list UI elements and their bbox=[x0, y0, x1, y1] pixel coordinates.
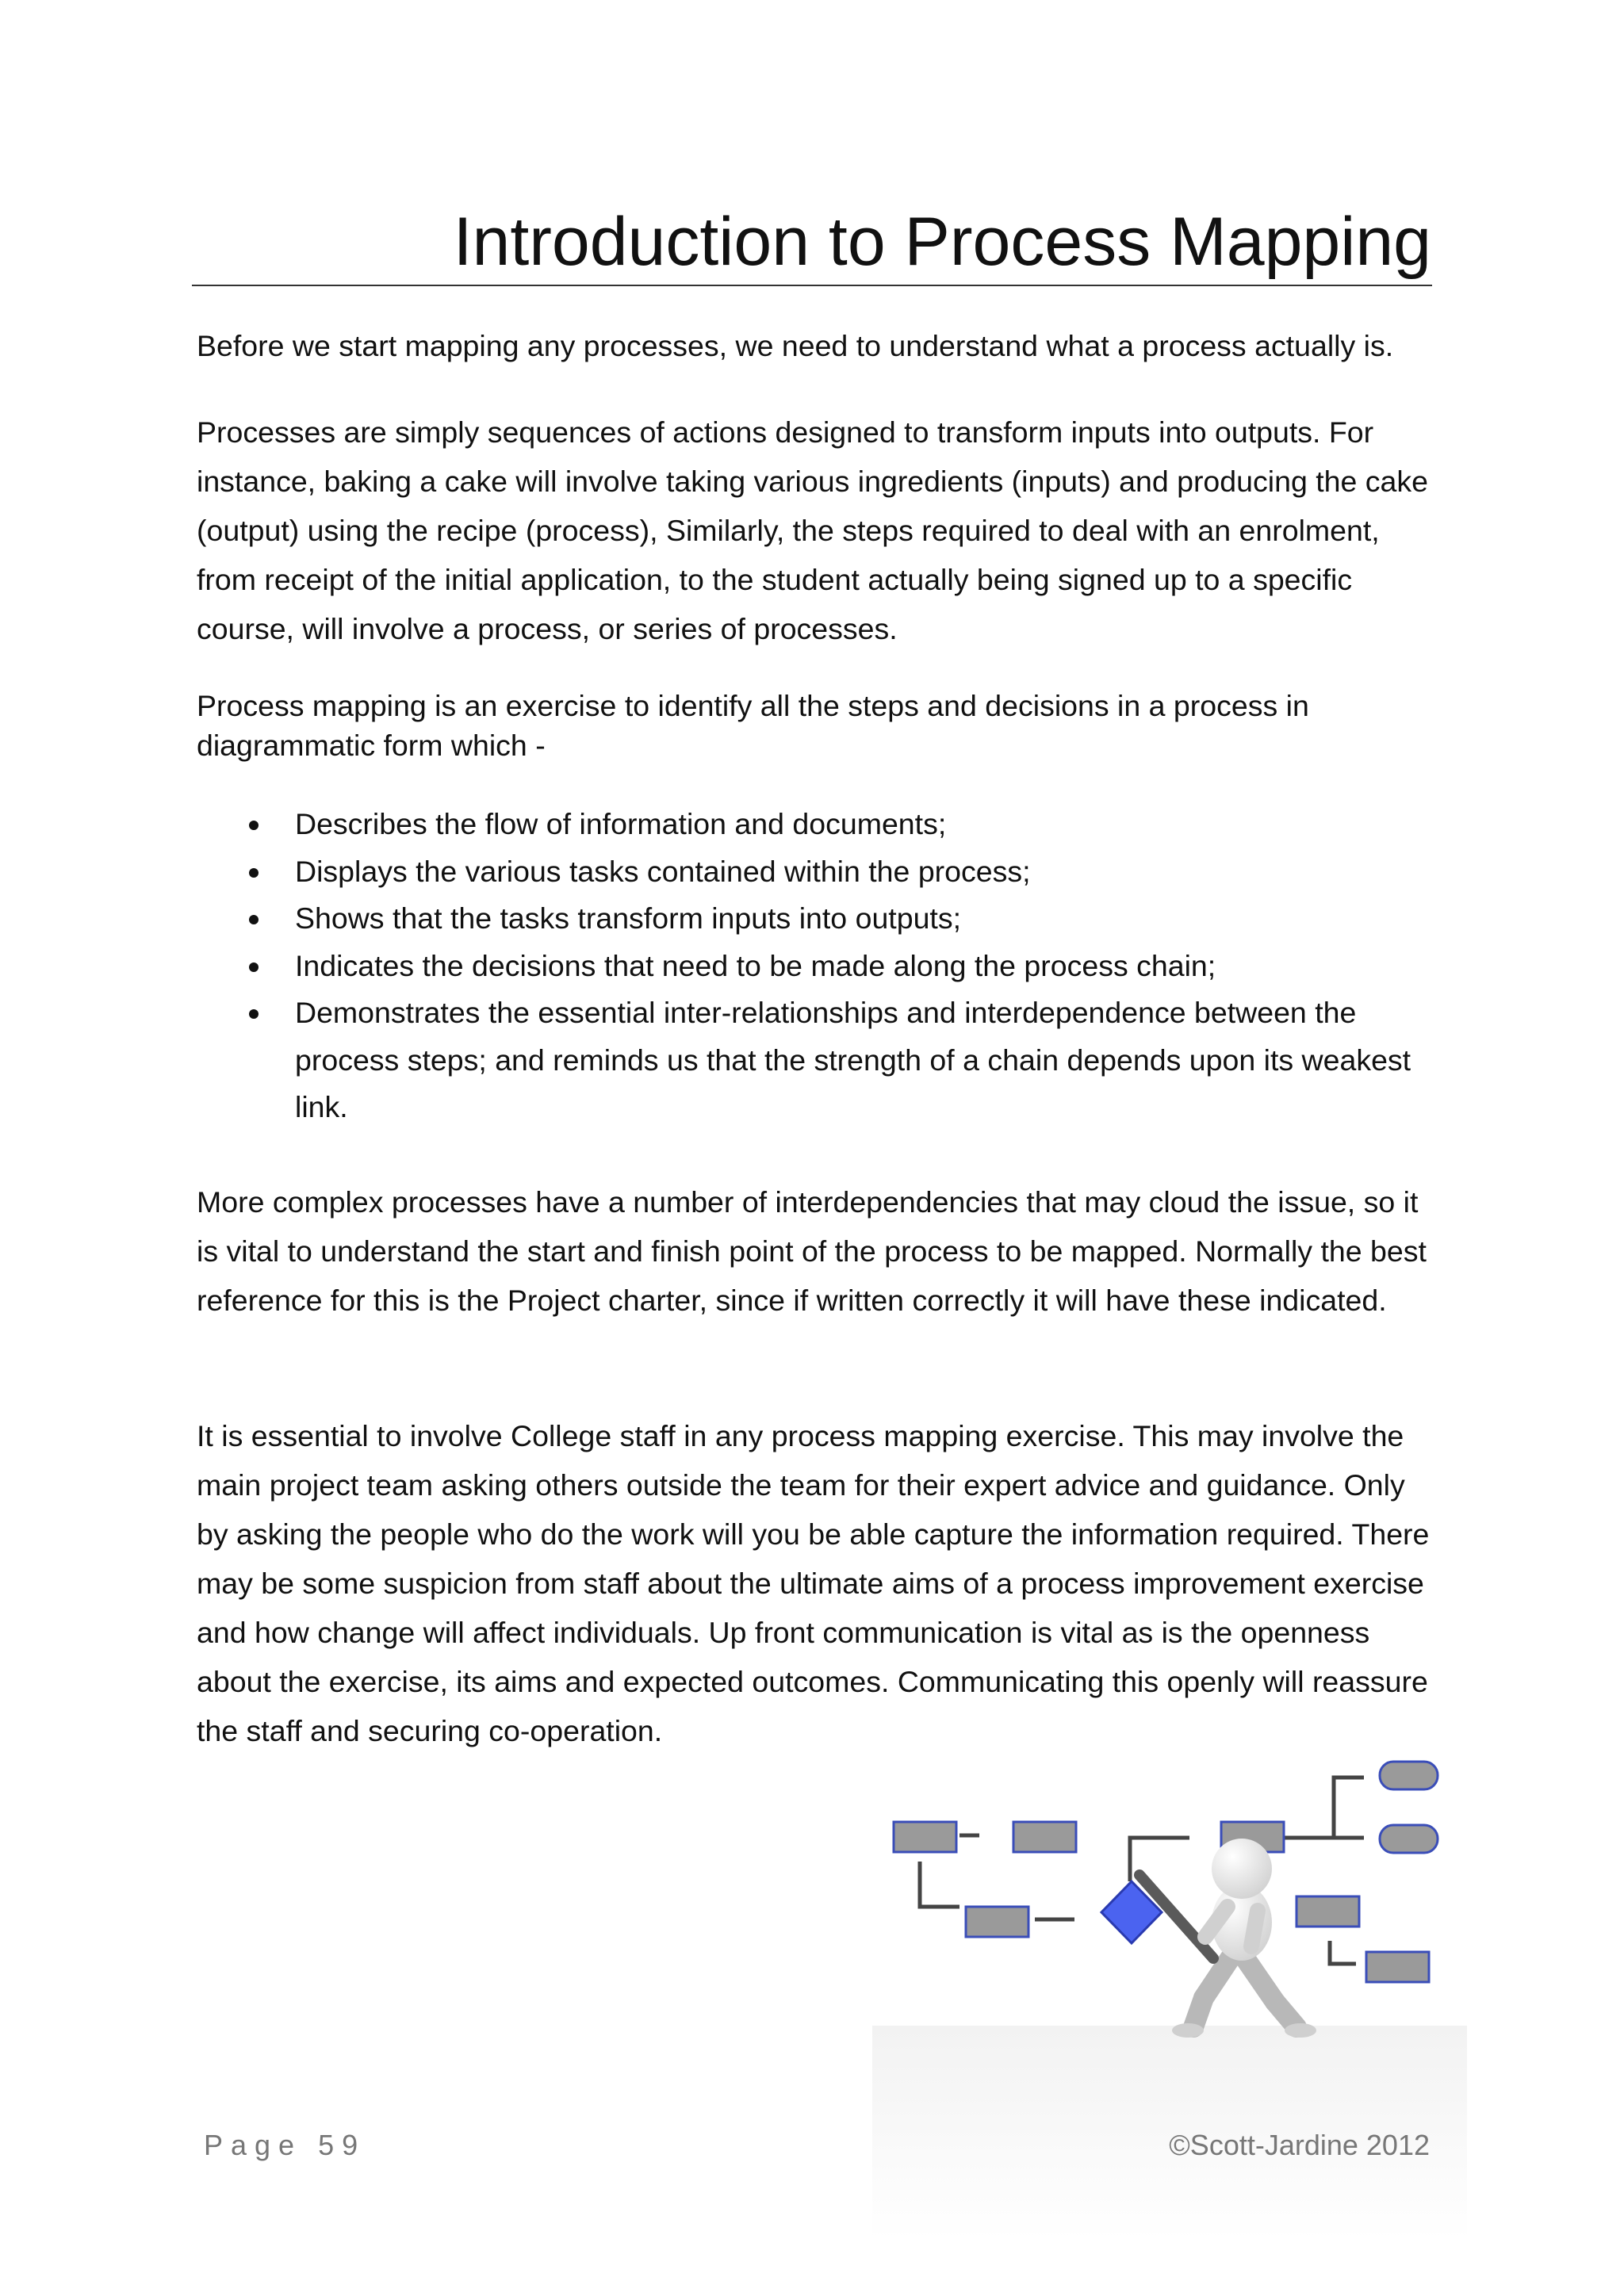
copyright-notice: ©Scott-Jardine 2012 bbox=[1169, 2129, 1430, 2161]
list-item: Displays the various tasks contained within the process; bbox=[197, 848, 1442, 896]
process-map-features-list bbox=[197, 801, 1442, 1131]
page-title: Introduction to Process Mapping bbox=[453, 204, 1431, 280]
process-mapping-paragraph: Process mapping is an exercise to identify all the steps and decisions in a process in diagrammatic form which - bbox=[197, 689, 1309, 762]
processes-definition-paragraph: Processes are simply sequences of actions designed to transform inputs into outputs. For instance, baking a cake will involve taking various ingredients (inputs) and producing the cake (output) using the recipe (process), Similarly, the steps required to deal with an enrolment, from receipt of the initial application, to the student actually being signed up to a specific course, will involve a process, or series of processes. bbox=[197, 415, 1428, 645]
list-item: Indicates the decisions that need to be made along the process chain; bbox=[197, 943, 1442, 990]
process-map-illustration bbox=[872, 1748, 1467, 2240]
list-item: Demonstrates the essential inter-relationships and interdependence between the process steps; and reminds us that the strength of a chain depends upon its weakest link. bbox=[197, 989, 1442, 1131]
list-item: Describes the flow of information and documents; bbox=[197, 801, 1442, 848]
figure-with-wrench bbox=[1139, 1839, 1316, 2038]
list-item: Shows that the tasks transform inputs into outputs; bbox=[197, 895, 1442, 943]
process-boxes bbox=[894, 1762, 1438, 1982]
complex-processes-paragraph: More complex processes have a number of interdependencies that may cloud the issue, so it is vital to understand the start and finish point of the process to be mapped. Normally the best reference for this is the Project charter, since if written correctly it will have these indicated. bbox=[197, 1185, 1427, 1317]
intro-paragraph: Before we start mapping any processes, we need to understand what a process actually is. bbox=[197, 329, 1394, 362]
page-number: Page 59 bbox=[204, 2129, 366, 2161]
title-underline bbox=[192, 285, 1432, 286]
staff-involvement-paragraph: It is essential to involve College staff in any process mapping exercise. This may involve the main project team asking others outside the team for their expert advice and guidance. Only by asking the people who do the work will you be able capture the information required. There may be some suspicion from staff about the ultimate aims of a process improvement exercise and how change will affect individuals. Up front communication is vital as is the openness about the exercise, its aims and expected outcomes. Communicating this openly will reassure the staff and securing co-operation. bbox=[197, 1419, 1430, 1747]
